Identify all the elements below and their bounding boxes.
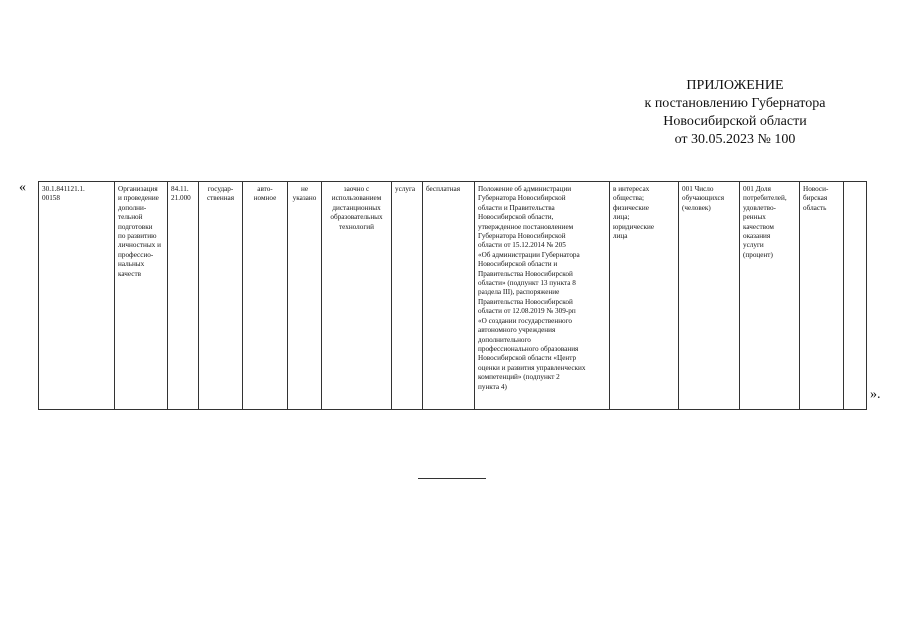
okved-code-cell: 84.11. 21.000 [168,182,199,410]
consumers-cell: в интересах общества; физические лица; юридические лица [610,182,679,410]
territory-cell: Новоси- бирская область [800,182,844,410]
footer-divider [418,478,486,479]
header-line-decree: к постановлению Губернатора [644,96,826,111]
legal-basis-cell: Положение об администрации Губернатора Новосибирской области и Правительства Новосибирской области, утвержденное постановлением Губернатора Новосибирской области от 15.12.2014 № 205 «Об администрации Губернатора Новосибирской области и Правительства Новосибирской области» (подпункт 13 пункта 8 раздела III), распоряжение Правительства Новосибирской области от 12.08.2019 № 309-рп «О создании государственного автономного учреждения дополнительного профессионального образования Новосибирской области «Центр оценки и развития управленческих компетенций» (подпункт 2 пункта 4) [475,182,610,410]
service-type-cell: услуга [392,182,423,410]
service-name-cell: Организация и проведение дополни- тельной подготовки по развитию личностных и профессио- нальных качеств [115,182,168,410]
not-specified-cell: не указано [288,182,322,410]
form-of-delivery-cell: заочно с использованием дистанционных образовательных технологий [322,182,392,410]
payment-type-cell: бесплатная [423,182,475,410]
registry-table [38,181,867,410]
closing-quote: ». [870,387,881,402]
header-title: ПРИЛОЖЕНИЕ [686,78,784,93]
header-line-date: от 30.05.2023 № 100 [674,132,796,147]
registry-number-cell: 30.1.841121.1. 00158 [39,182,115,410]
institution-type-cell: авто- номное [243,182,288,410]
volume-indicator-cell: 001 Число обучающихся (человек) [679,182,740,410]
ownership-type-cell: государ- ственная [199,182,243,410]
header-line-region: Новосибирской области [663,114,807,129]
empty-cell [844,182,867,410]
opening-quote: « [19,180,26,195]
document-header [600,77,870,149]
quality-indicator-cell: 001 Доля потребителей, удовлетво- ренных качеством оказания услуги (процент) [740,182,800,410]
table-row [39,182,867,410]
